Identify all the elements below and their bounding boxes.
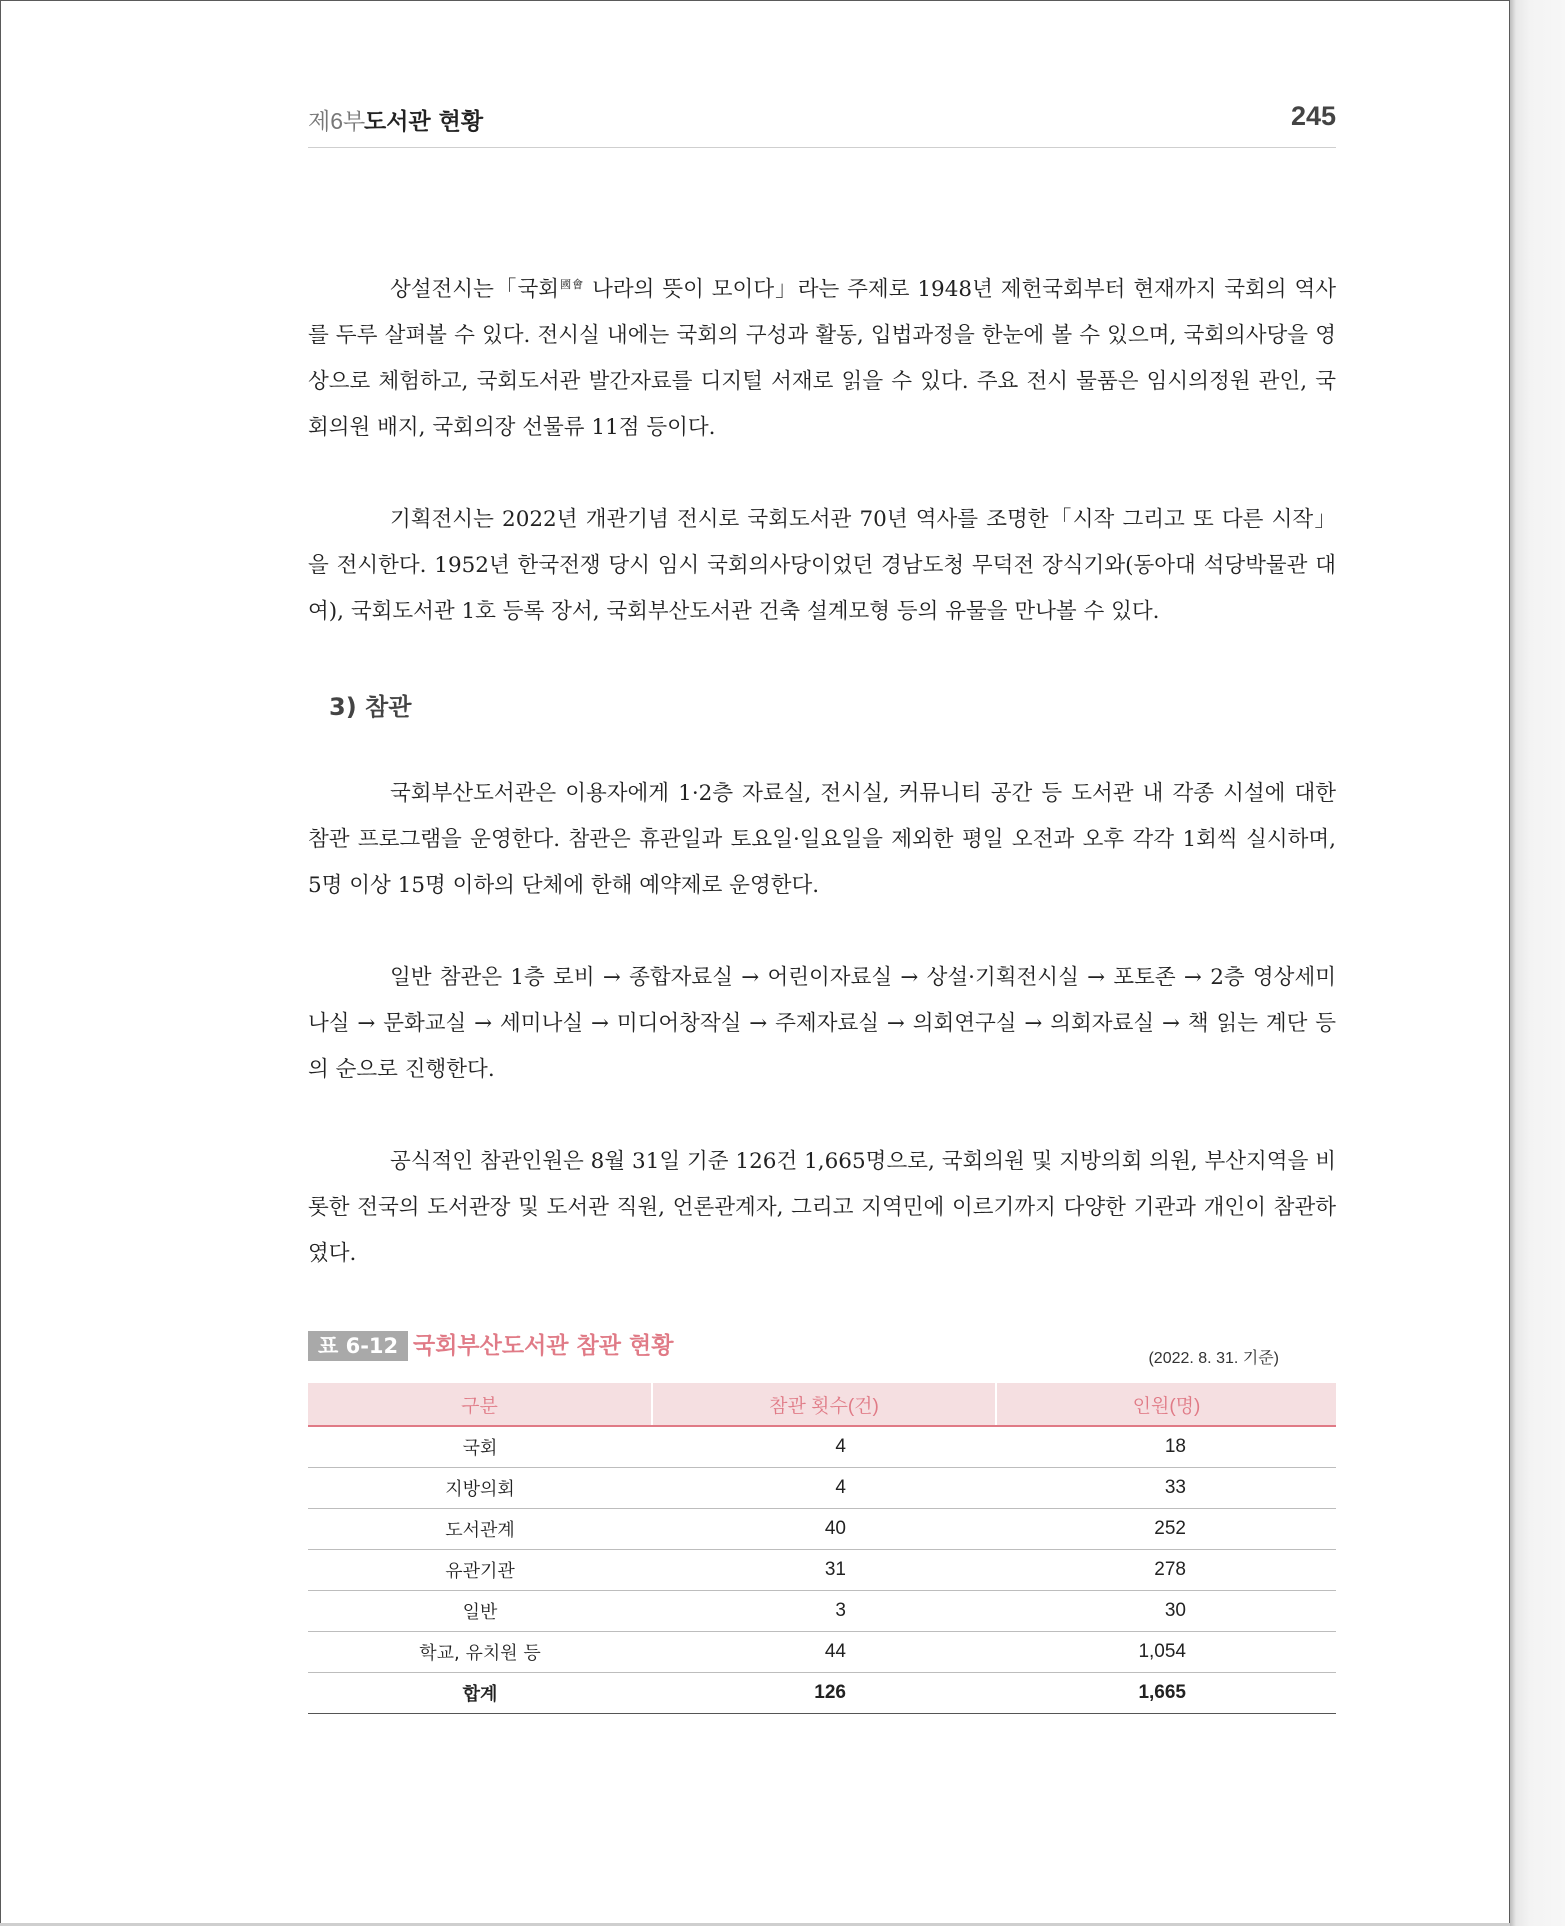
table-row — [308, 1426, 1336, 1468]
table-header-row — [308, 1383, 1336, 1426]
table-cell: 도서관계 — [308, 1509, 652, 1550]
table-cell: 3 — [652, 1591, 996, 1632]
table-label: 표 6-12 — [308, 1331, 408, 1361]
chapter-title: 도서관 현황 — [364, 109, 484, 135]
table-cell: 1,665 — [996, 1673, 1336, 1714]
column-header: 참관 횟수(건) — [652, 1383, 996, 1426]
table-cell: 30 — [996, 1591, 1336, 1632]
table-cell: 합계 — [308, 1673, 652, 1714]
table-cell: 33 — [996, 1468, 1336, 1509]
table-cell: 252 — [996, 1509, 1336, 1550]
paragraph-special-exhibition: 기획전시는 2022년 개관기념 전시로 국회도서관 70년 역사를 조명한「시작 그리고 또 다른 시작」을 전시한다. 1952년 한국전쟁 당시 임시 국회의사당이었던 경남도청 무덕전 장식기와(동아대 석당박물관 대여), 국회도서관 1호 등록 장서, 국회부산도서관 건축 설계모형 등의 유물을 만나볼 수 있다. — [308, 507, 1336, 624]
table-cell: 유관기관 — [308, 1550, 652, 1591]
table-cell: 18 — [996, 1426, 1336, 1468]
paragraph-tour-visitors: 공식적인 참관인원은 8월 31일 기준 126건 1,665명으로, 국회의원 및 지방의회 의원, 부산지역을 비롯한 전국의 도서관장 및 도서관 직원, 언론관계자, 그리고 지역민에 이르기까지 다양한 기관과 개인이 참관하였다. — [308, 1149, 1336, 1266]
section-heading: 3) 참관 — [329, 693, 412, 721]
table-cell: 31 — [652, 1550, 996, 1591]
paragraph-tour-route: 일반 참관은 1층 로비 → 종합자료실 → 어린이자료실 → 상설·기획전시실 → 포토존 → 2층 영상세미나실 → 문화교실 → 세미나실 → 미디어창작실 → 주제자료실 → 의회연구실 → 의회자료실 → 책 읽는 계단 등의 순으로 진행한다. — [308, 965, 1336, 1082]
table-cell: 4 — [652, 1468, 996, 1509]
table-cell: 40 — [652, 1509, 996, 1550]
table-date-note: (2022. 8. 31. 기준) — [1148, 1350, 1279, 1367]
table-row — [308, 1509, 1336, 1550]
visit-statistics-table — [308, 1383, 1336, 1714]
paragraph-tour-program: 국회부산도서관은 이용자에게 1·2층 자료실, 전시실, 커뮤니티 공간 등 도서관 내 각종 시설에 대한 참관 프로그램을 운영한다. 참관은 휴관일과 토요일·일요일을 제외한 평일 오전과 오후 각각 1회씩 실시하며, 5명 이상 15명 이하의 단체에 한해 예약제로 운영한다. — [308, 781, 1336, 898]
page-header — [308, 99, 1336, 148]
table-cell: 지방의회 — [308, 1468, 652, 1509]
column-header: 구분 — [308, 1383, 652, 1426]
page-number: 245 — [1290, 101, 1336, 131]
table-row — [308, 1632, 1336, 1673]
table-row — [308, 1591, 1336, 1632]
paragraph-permanent-exhibition — [308, 267, 1336, 451]
table-title: 국회부산도서관 참관 현황 — [413, 1333, 674, 1359]
table-cell: 126 — [652, 1673, 996, 1714]
column-header: 인원(명) — [996, 1383, 1336, 1426]
table-total-row — [308, 1673, 1336, 1714]
table-cell: 4 — [652, 1426, 996, 1468]
table-cell: 44 — [652, 1632, 996, 1673]
paragraph-text: 나라의 뜻이 모이다」라는 주제로 1948년 제헌국회부터 현재까지 국회의 역사를 두루 살펴볼 수 있다. 전시실 내에는 국회의 구성과 활동, 입법과정을 한눈에 볼 수 있으며, 국회의사당을 영상으로 체험하고, 국회도서관 발간자료를 디지털 서재로 읽을 수 있다. 주요 전시 물품은 임시의정원 관인, 국회의원 배지, 국회의장 선물류 11점 등이다. — [308, 277, 1337, 440]
table-cell: 1,054 — [996, 1632, 1336, 1673]
part-label: 제6부 — [308, 108, 366, 134]
table-row — [308, 1550, 1336, 1591]
page-edge-shadow — [1510, 0, 1565, 1926]
paragraph-text: 상설전시는「국회 — [390, 277, 560, 302]
table-cell: 국회 — [308, 1426, 652, 1468]
table-cell: 278 — [996, 1550, 1336, 1591]
hanja-superscript: 國會 — [559, 277, 585, 291]
table-cell: 학교, 유치원 등 — [308, 1632, 652, 1673]
table-cell: 일반 — [308, 1591, 652, 1632]
table-row — [308, 1468, 1336, 1509]
